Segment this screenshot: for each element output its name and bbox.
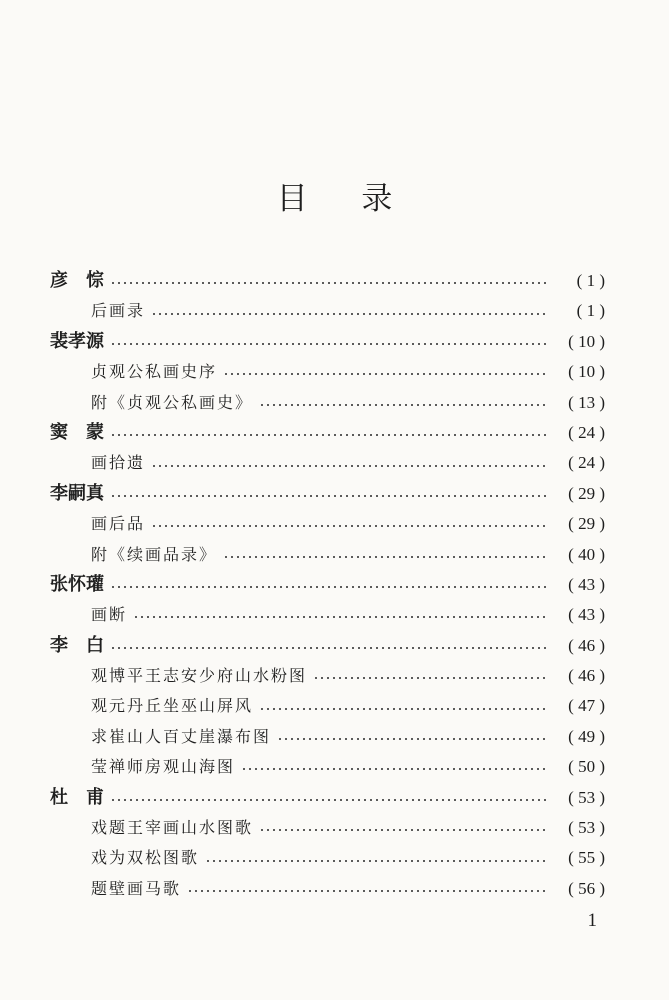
toc-entry-page-number: ( 10 ) <box>568 362 605 382</box>
toc-entry-label: 窦 蒙 <box>50 421 104 443</box>
toc-entry-page-number: ( 40 ) <box>568 544 605 564</box>
toc-entry-page-number: ( 1 ) <box>576 301 605 321</box>
dot-leader <box>223 373 547 375</box>
table-of-contents <box>50 266 605 904</box>
toc-author-entry[interactable] <box>50 479 605 509</box>
toc-entry-label: 莹禅师房观山海图 <box>91 757 236 777</box>
dot-leader <box>151 525 547 527</box>
toc-entry-page-number: ( 46 ) <box>568 635 605 655</box>
toc-work-entry[interactable] <box>50 813 605 843</box>
toc-entry-page-number: ( 43 ) <box>568 605 605 625</box>
dot-leader <box>259 404 547 406</box>
dot-leader <box>110 434 547 436</box>
dot-leader <box>241 768 547 770</box>
toc-work-entry[interactable] <box>50 357 605 387</box>
toc-entry-label: 戏题王宰画山水图歌 <box>91 818 254 838</box>
toc-work-entry[interactable] <box>50 752 605 782</box>
toc-entry-label: 戏为双松图歌 <box>91 848 200 868</box>
dot-leader <box>223 556 547 558</box>
toc-work-entry[interactable] <box>50 722 605 752</box>
toc-work-entry[interactable] <box>50 691 605 721</box>
toc-entry-label: 李嗣真 <box>50 482 104 504</box>
toc-entry-label: 杜 甫 <box>50 786 104 808</box>
dot-leader <box>259 708 547 710</box>
toc-entry-label: 画断 <box>91 605 128 625</box>
toc-work-entry[interactable] <box>50 509 605 539</box>
dot-leader <box>133 616 547 618</box>
toc-entry-label: 张怀瓘 <box>50 573 104 595</box>
dot-leader <box>110 647 547 649</box>
toc-work-entry[interactable] <box>50 296 605 326</box>
dot-leader <box>277 738 547 740</box>
toc-entry-page-number: ( 50 ) <box>568 757 605 777</box>
toc-author-entry[interactable] <box>50 631 605 661</box>
dot-leader <box>259 829 547 831</box>
toc-work-entry[interactable] <box>50 540 605 570</box>
toc-entry-label: 裴孝源 <box>50 330 104 352</box>
toc-entry-page-number: ( 29 ) <box>568 514 605 534</box>
toc-entry-page-number: ( 24 ) <box>568 422 605 442</box>
toc-entry-label: 李 白 <box>50 634 104 656</box>
toc-author-entry[interactable] <box>50 418 605 448</box>
toc-entry-page-number: ( 49 ) <box>568 726 605 746</box>
dot-leader <box>110 495 547 497</box>
dot-leader <box>110 282 547 284</box>
toc-entry-label: 观博平王志安少府山水粉图 <box>91 666 308 686</box>
dot-leader <box>110 586 547 588</box>
toc-work-entry[interactable] <box>50 661 605 691</box>
toc-entry-label: 画拾遗 <box>91 453 146 473</box>
toc-work-entry[interactable] <box>50 600 605 630</box>
dot-leader <box>313 677 547 679</box>
toc-author-entry[interactable] <box>50 570 605 600</box>
toc-author-entry[interactable] <box>50 327 605 357</box>
toc-entry-page-number: ( 46 ) <box>568 666 605 686</box>
toc-author-entry[interactable] <box>50 783 605 813</box>
toc-author-entry[interactable] <box>50 266 605 296</box>
toc-entry-page-number: ( 53 ) <box>568 818 605 838</box>
toc-entry-label: 贞观公私画史序 <box>91 362 218 382</box>
toc-entry-page-number: ( 53 ) <box>568 787 605 807</box>
toc-entry-page-number: ( 24 ) <box>568 453 605 473</box>
toc-entry-label: 观元丹丘坐巫山屏风 <box>91 696 254 716</box>
toc-entry-label: 画后品 <box>91 514 146 534</box>
toc-entry-label: 彦 悰 <box>50 270 104 291</box>
toc-entry-page-number: ( 10 ) <box>568 331 605 351</box>
toc-entry-page-number: ( 1 ) <box>576 271 605 290</box>
toc-entry-label: 后画录 <box>91 301 146 321</box>
toc-entry-page-number: ( 29 ) <box>568 483 605 503</box>
dot-leader <box>151 313 547 315</box>
dot-leader <box>151 465 547 467</box>
toc-entry-page-number: ( 43 ) <box>568 574 605 594</box>
toc-entry-page-number: ( 56 ) <box>568 878 605 898</box>
toc-work-entry[interactable] <box>50 843 605 873</box>
page-title: 目 录 <box>276 180 415 217</box>
dot-leader <box>187 890 547 892</box>
toc-entry-label: 附《续画品录》 <box>91 544 218 564</box>
toc-work-entry[interactable] <box>50 448 605 478</box>
toc-entry-page-number: ( 55 ) <box>568 848 605 868</box>
toc-work-entry[interactable] <box>50 874 605 904</box>
toc-entry-label: 题壁画马歌 <box>91 878 182 898</box>
page-number: 1 <box>587 910 597 931</box>
dot-leader <box>110 799 547 801</box>
dot-leader <box>205 860 547 862</box>
toc-entry-page-number: ( 13 ) <box>568 392 605 412</box>
toc-work-entry[interactable] <box>50 388 605 418</box>
toc-entry-page-number: ( 47 ) <box>568 696 605 716</box>
toc-entry-label: 附《贞观公私画史》 <box>91 392 254 412</box>
toc-entry-label: 求崔山人百丈崖瀑布图 <box>91 726 272 746</box>
dot-leader <box>110 343 547 345</box>
